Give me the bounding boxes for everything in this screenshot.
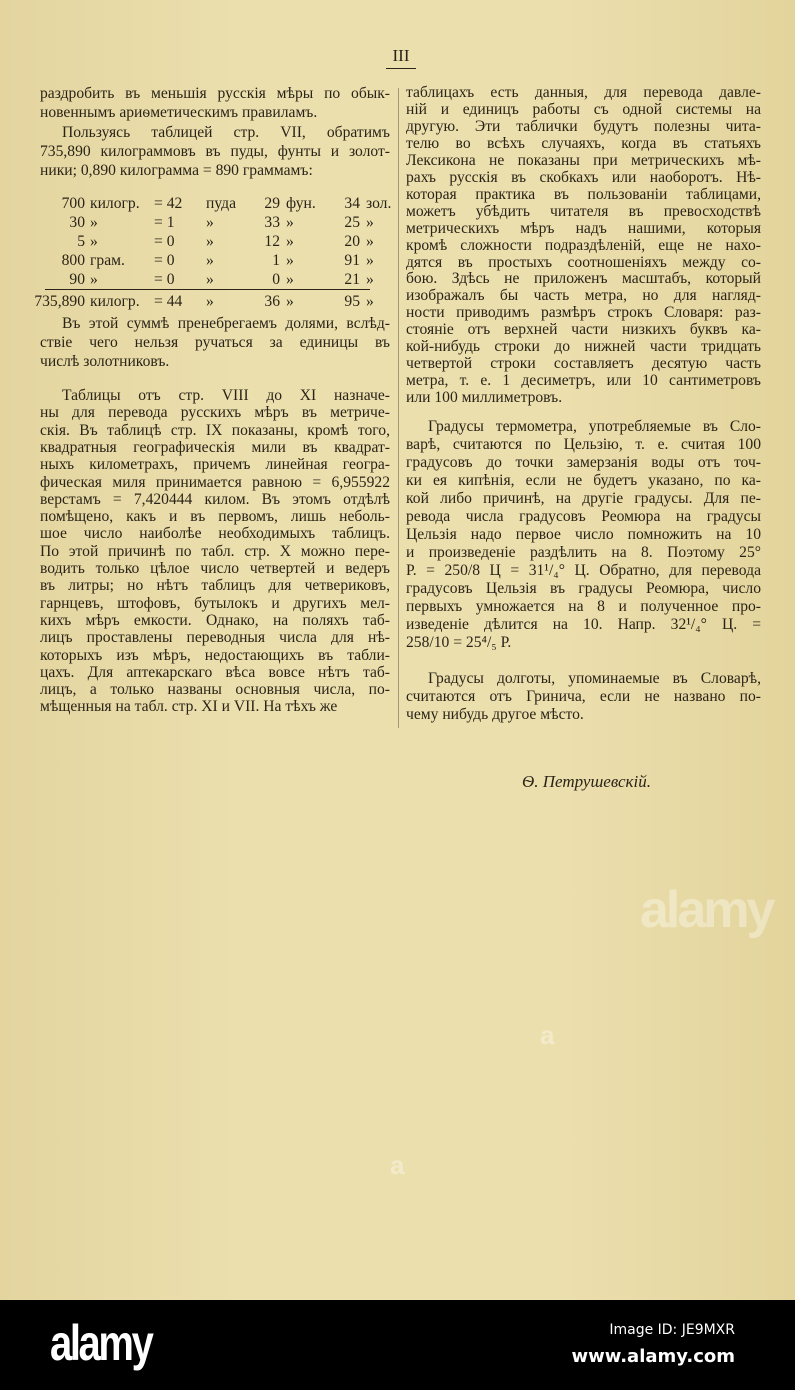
image-id: Image ID: JE9MXR (609, 1322, 735, 1338)
table-cell: » (90, 233, 98, 250)
text-line: цахъ. Для аптекарскаго вѣса вовсе нѣтъ таб- (40, 663, 390, 681)
text-line: рахъ русскія въ скобкахъ или наоборотъ. Нѣ- (406, 168, 761, 186)
table-cell: 36 (264, 293, 280, 310)
table-sum-rule (45, 289, 370, 290)
table-total-row (34, 292, 420, 311)
text-line: ній и единицъ работы съ одной системы на (406, 100, 761, 118)
table-cell: = 0 (154, 233, 175, 250)
watermark-mark: a (390, 1150, 405, 1180)
watermark-mark: a (540, 1020, 555, 1050)
text-line: верстамъ = 7,420444 килом. Въ этомъ отдѣлѣ (40, 490, 390, 508)
table-row (40, 270, 420, 289)
text-line: бою. Здѣсь не приложенъ масштабъ, который (406, 270, 761, 288)
table-cell: = 44 (154, 293, 183, 310)
table-cell: килогр. (90, 293, 140, 310)
table-cell: = 42 (154, 195, 183, 212)
table-cell: 735,890 (34, 293, 85, 310)
table-cell: » (366, 233, 374, 250)
text-line: градусовъ Цельзія въ градусы Реомюра, число (406, 580, 761, 597)
text-line: ныхъ километрахъ, причемъ линейная геогра- (40, 456, 390, 474)
table-row (40, 213, 420, 232)
text-line: можетъ убѣдить читателя въ превосходствѣ (406, 202, 761, 220)
text-line: считаются отъ Гринича, если не названо по- (406, 688, 761, 705)
text-line: чему нибудь другое мѣсто. (406, 706, 584, 723)
text-line: ки ея кипѣнія, если не будетъ указано, по ка- (406, 472, 761, 489)
text-line: кромѣ сложности подраздѣленій, еще не нахо- (406, 236, 761, 254)
text-line: новеннымъ ариѳметическимъ правиламъ. (40, 103, 318, 121)
table-cell: 34 (344, 195, 360, 212)
text-line: Таблицы отъ стр. VIII до XI назначе- (62, 387, 390, 404)
table-cell: 700 (61, 195, 85, 212)
table-cell: 30 (69, 214, 85, 231)
text-line: изведеніе дѣлится на 10. Напр. 32¹/₄° Ц. = (406, 616, 761, 633)
table-cell: » (366, 293, 374, 310)
table-cell: 95 (344, 293, 360, 310)
text-line: таблицахъ есть данныя, для перевода давле- (406, 84, 761, 101)
text-line: 258/10 = 25⁴/₅ Р. (406, 634, 512, 651)
text-line: ны для перевода русскихъ мѣръ въ метриче- (40, 404, 390, 422)
text-line: водить только цѣлое число четвертей и ведеръ (40, 560, 390, 577)
text-line: ности приводимъ размѣръ строкъ Словаря: раз- (406, 304, 761, 322)
table-cell: 33 (264, 214, 280, 231)
author-signature: Ѳ. Петрушевскій. (522, 772, 651, 791)
table-cell: » (90, 271, 98, 288)
text-line: первыхъ умножается на 8 и полученное про- (406, 598, 761, 615)
table-cell: » (366, 214, 374, 231)
text-line: или 100 миллиметровъ. (406, 389, 563, 407)
text-line: дятся въ простыхъ соотношеніяхъ между со- (406, 253, 761, 271)
table-cell: 0 (272, 271, 280, 288)
table-cell: » (286, 271, 294, 288)
text-line: варѣ, считаются по Цельзію, т. е. считая 100 (406, 436, 761, 453)
text-line: Градусы термометра, употребляемые въ Сло- (428, 418, 761, 435)
column-divider (398, 88, 399, 728)
table-cell: » (90, 214, 98, 231)
table-cell: 1 (272, 252, 280, 269)
table-cell: 91 (344, 252, 360, 269)
text-line: Цельзія надо первое число помножить на 10 (406, 526, 761, 543)
text-line: Въ этой суммѣ пренебрегаемъ долями, вслѣд- (62, 315, 390, 332)
text-line: стояніе отъ верхней части низкихъ буквъ ка- (406, 321, 761, 339)
text-line: ники; 0,890 килограмма = 890 граммамъ: (40, 162, 313, 179)
table-cell: » (286, 233, 294, 250)
table-cell: » (206, 214, 214, 231)
table-cell: » (286, 293, 294, 310)
text-line: кой либо причинѣ, на другіе градусы. Для пе- (406, 490, 761, 507)
text-line: метра, т. е. 1 десиметръ, или 10 сантиметровъ (406, 372, 761, 390)
text-line: кой-нибудь строки до нижней части тридцать (406, 338, 761, 356)
table-cell: » (206, 252, 214, 269)
table-cell: пуда (206, 195, 237, 212)
text-line: другую. Эти таблички будутъ полезны чита- (406, 117, 761, 135)
text-line: Градусы долготы, упоминаемые въ Словарѣ, (428, 670, 761, 687)
text-line: фическая миля принимается равною = 6,955922 (40, 473, 390, 491)
table-cell: » (366, 252, 374, 269)
text-line: ревода числа градусовъ Реомюра на градусы (406, 508, 761, 525)
alamy-banner (0, 1300, 795, 1390)
text-line: 735,890 килограммовъ въ пуды, фунты и золот- (40, 143, 390, 160)
table-cell: зол. (366, 195, 392, 212)
table-cell: фун. (286, 195, 316, 212)
table-row (40, 232, 420, 251)
page-number: III (386, 46, 416, 69)
text-line: мѣщенныя на табл. стр. XI и VII. На тѣхъ же (40, 698, 338, 716)
text-line: въ литры; но нѣтъ таблицъ для четвериковъ, (40, 577, 390, 595)
table-cell: = 0 (154, 252, 175, 269)
table-cell: грам. (90, 252, 125, 269)
table-cell: 20 (344, 233, 360, 250)
text-line: раздробить въ меньшія русскія мѣры по обык- (40, 85, 390, 102)
table-cell: » (286, 252, 294, 269)
text-line: Пользуясь таблицей стр. VII, обратимъ (62, 124, 390, 141)
text-line: Р. = 250/8 Ц = 31¹/₄° Ц. Обратно, для перевода (406, 562, 761, 579)
text-line: и произведеніе раздѣлить на 8. Поэтому 25° (406, 544, 761, 561)
text-line: которая практика въ пользованіи таблицами, (406, 185, 761, 203)
text-line: изображалъ бы часть метра, но для нагляд- (406, 287, 761, 305)
text-line: метрическихъ мѣръ надъ нашими, которыя (406, 219, 761, 237)
text-line: числѣ золотниковъ. (40, 353, 170, 370)
text-line: квадратныя географическія мили въ квадрат- (40, 438, 390, 456)
text-line: четвертой строки составляетъ десятую часть (406, 355, 761, 373)
text-line: Лексикона не показаны при метрическихъ мѣ- (406, 151, 761, 169)
text-line: помѣщено, какъ и въ первомъ, лишь неболь- (40, 508, 390, 526)
text-line: ствіе чего нельзя ручаться за единицы въ (40, 334, 390, 351)
table-cell: 25 (344, 214, 360, 231)
table-cell: » (206, 271, 214, 288)
text-line: лицъ, а только названы основныя числа, по- (40, 681, 390, 699)
table-cell: » (366, 271, 374, 288)
text-line: телю во всѣхъ случаяхъ, когда въ статьяхъ (406, 134, 761, 152)
table-cell: = 1 (154, 214, 175, 231)
table-row (40, 194, 420, 213)
table-cell: » (206, 233, 214, 250)
watermark-logo: alamy (640, 881, 773, 939)
text-line: градусовъ до точки замерзанія воды отъ точ- (406, 454, 761, 471)
table-cell: 21 (344, 271, 360, 288)
table-cell: 12 (264, 233, 280, 250)
text-line: лицъ проставлены переводныя числа для нѣ- (40, 629, 390, 647)
text-line: По этой причинѣ по табл. стр. X можно пере- (40, 542, 390, 560)
table-cell: = 0 (154, 271, 175, 288)
table-cell: 800 (61, 252, 85, 269)
table-cell: 5 (77, 233, 85, 250)
text-line: скія. Въ таблицѣ стр. IX показаны, кромѣ того, (40, 421, 390, 439)
table-cell: » (206, 293, 214, 310)
text-line: которыхъ изъ мѣръ, недостающихъ въ табли- (40, 646, 390, 664)
text-line: гарнцевъ, штофовъ, бутылокъ и другихъ мел- (40, 594, 390, 612)
text-line: кихъ мѣръ емкости. Однако, на поляхъ таб- (40, 611, 390, 629)
table-row (40, 251, 420, 270)
table-cell: » (286, 214, 294, 231)
text-line: шое число наиболѣе необходимыхъ таблицъ. (40, 525, 390, 543)
site-url: www.alamy.com (571, 1346, 735, 1367)
table-cell: 29 (264, 195, 280, 212)
table-cell: 90 (69, 271, 85, 288)
table-cell: килогр. (90, 195, 140, 212)
alamy-logo: alamy (50, 1315, 152, 1371)
